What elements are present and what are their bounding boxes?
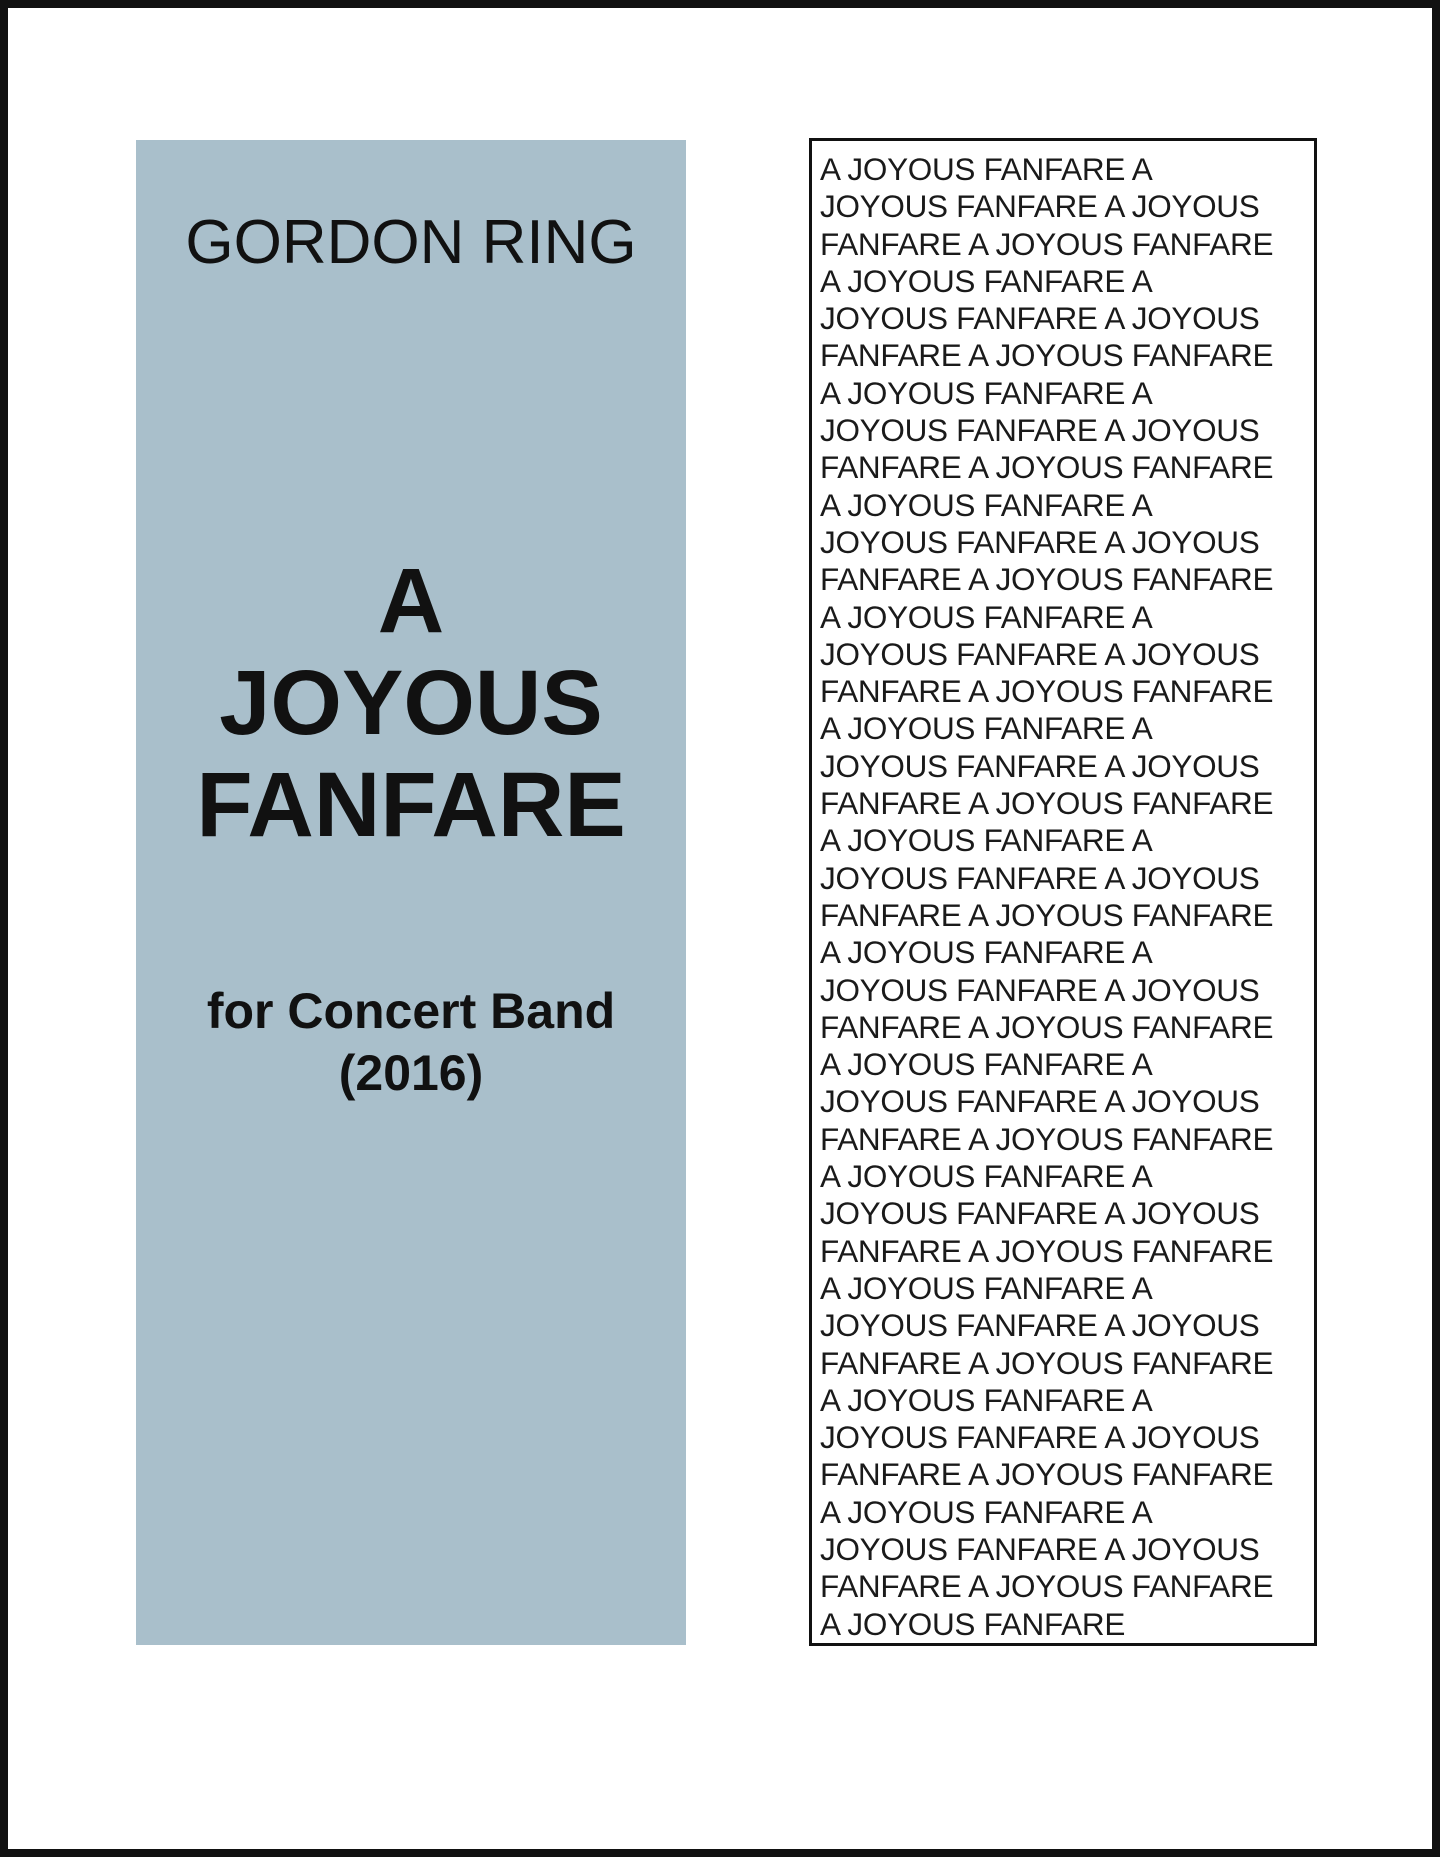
- pattern-line: A JOYOUS FANFARE A: [820, 822, 1153, 859]
- pattern-line: A JOYOUS FANFARE A: [820, 486, 1153, 523]
- pattern-line: FANFARE A JOYOUS FANFARE: [820, 449, 1274, 486]
- pattern-line: A JOYOUS FANFARE A: [820, 1269, 1153, 1306]
- pattern-line: A JOYOUS FANFARE A: [820, 1381, 1153, 1418]
- repeated-title-pattern: [809, 138, 1317, 1646]
- pattern-line: JOYOUS FANFARE A JOYOUS: [820, 523, 1260, 560]
- pattern-line: A JOYOUS FANFARE A: [820, 262, 1153, 299]
- pattern-line: A JOYOUS FANFARE A: [820, 1046, 1153, 1083]
- pattern-line: JOYOUS FANFARE A JOYOUS: [820, 1307, 1260, 1344]
- pattern-line: JOYOUS FANFARE A JOYOUS: [820, 1195, 1260, 1232]
- cover-panel: [136, 140, 686, 1645]
- pattern-line: FANFARE A JOYOUS FANFARE: [820, 225, 1274, 262]
- composer-name: GORDON RING: [185, 208, 637, 277]
- pattern-line: A JOYOUS FANFARE A: [820, 598, 1153, 635]
- pattern-line: A JOYOUS FANFARE A: [820, 1158, 1153, 1195]
- pattern-line: FANFARE A JOYOUS FANFARE: [820, 561, 1274, 598]
- pattern-line: FANFARE A JOYOUS FANFARE: [820, 1232, 1274, 1269]
- title-line: JOYOUS: [219, 652, 603, 754]
- pattern-line: FANFARE A JOYOUS FANFARE: [820, 1120, 1274, 1157]
- pattern-line: A JOYOUS FANFARE: [820, 1605, 1126, 1642]
- pattern-line: JOYOUS FANFARE A JOYOUS: [820, 971, 1260, 1008]
- subtitle-instrumentation: for Concert Band: [206, 983, 616, 1039]
- pattern-line: FANFARE A JOYOUS FANFARE: [820, 337, 1274, 374]
- pattern-line: JOYOUS FANFARE A JOYOUS: [820, 1530, 1260, 1567]
- pattern-line: A JOYOUS FANFARE A: [820, 374, 1153, 411]
- pattern-line: FANFARE A JOYOUS FANFARE: [820, 896, 1274, 933]
- title-line: A: [377, 550, 445, 652]
- pattern-line: JOYOUS FANFARE A JOYOUS: [820, 1419, 1260, 1456]
- pattern-line: A JOYOUS FANFARE A: [820, 151, 1153, 187]
- pattern-line: JOYOUS FANFARE A JOYOUS: [820, 300, 1260, 337]
- pattern-line: JOYOUS FANFARE A JOYOUS: [820, 1083, 1260, 1120]
- pattern-line: JOYOUS FANFARE A JOYOUS: [820, 859, 1260, 896]
- subtitle-year: (2016): [338, 1045, 484, 1101]
- title-line: FANFARE: [196, 754, 626, 856]
- pattern-line: FANFARE A JOYOUS FANFARE: [820, 1008, 1274, 1045]
- pattern-line: A JOYOUS FANFARE A: [820, 710, 1153, 747]
- pattern-line: A JOYOUS FANFARE A: [820, 934, 1153, 971]
- pattern-line: FANFARE A JOYOUS FANFARE: [820, 1344, 1274, 1381]
- pattern-line: FANFARE A JOYOUS FANFARE: [820, 785, 1274, 822]
- pattern-line: JOYOUS FANFARE A JOYOUS: [820, 635, 1260, 672]
- pattern-line: JOYOUS FANFARE A JOYOUS: [820, 747, 1260, 784]
- pattern-line: JOYOUS FANFARE A JOYOUS: [820, 188, 1260, 225]
- pattern-line: FANFARE A JOYOUS FANFARE: [820, 1568, 1274, 1605]
- pattern-line: JOYOUS FANFARE A JOYOUS: [820, 412, 1260, 449]
- pattern-line: A JOYOUS FANFARE A: [820, 1493, 1153, 1530]
- piece-subtitle: [136, 980, 686, 1104]
- pattern-line: FANFARE A JOYOUS FANFARE: [820, 673, 1274, 710]
- pattern-line: FANFARE A JOYOUS FANFARE: [820, 1456, 1274, 1493]
- piece-title: [136, 550, 686, 856]
